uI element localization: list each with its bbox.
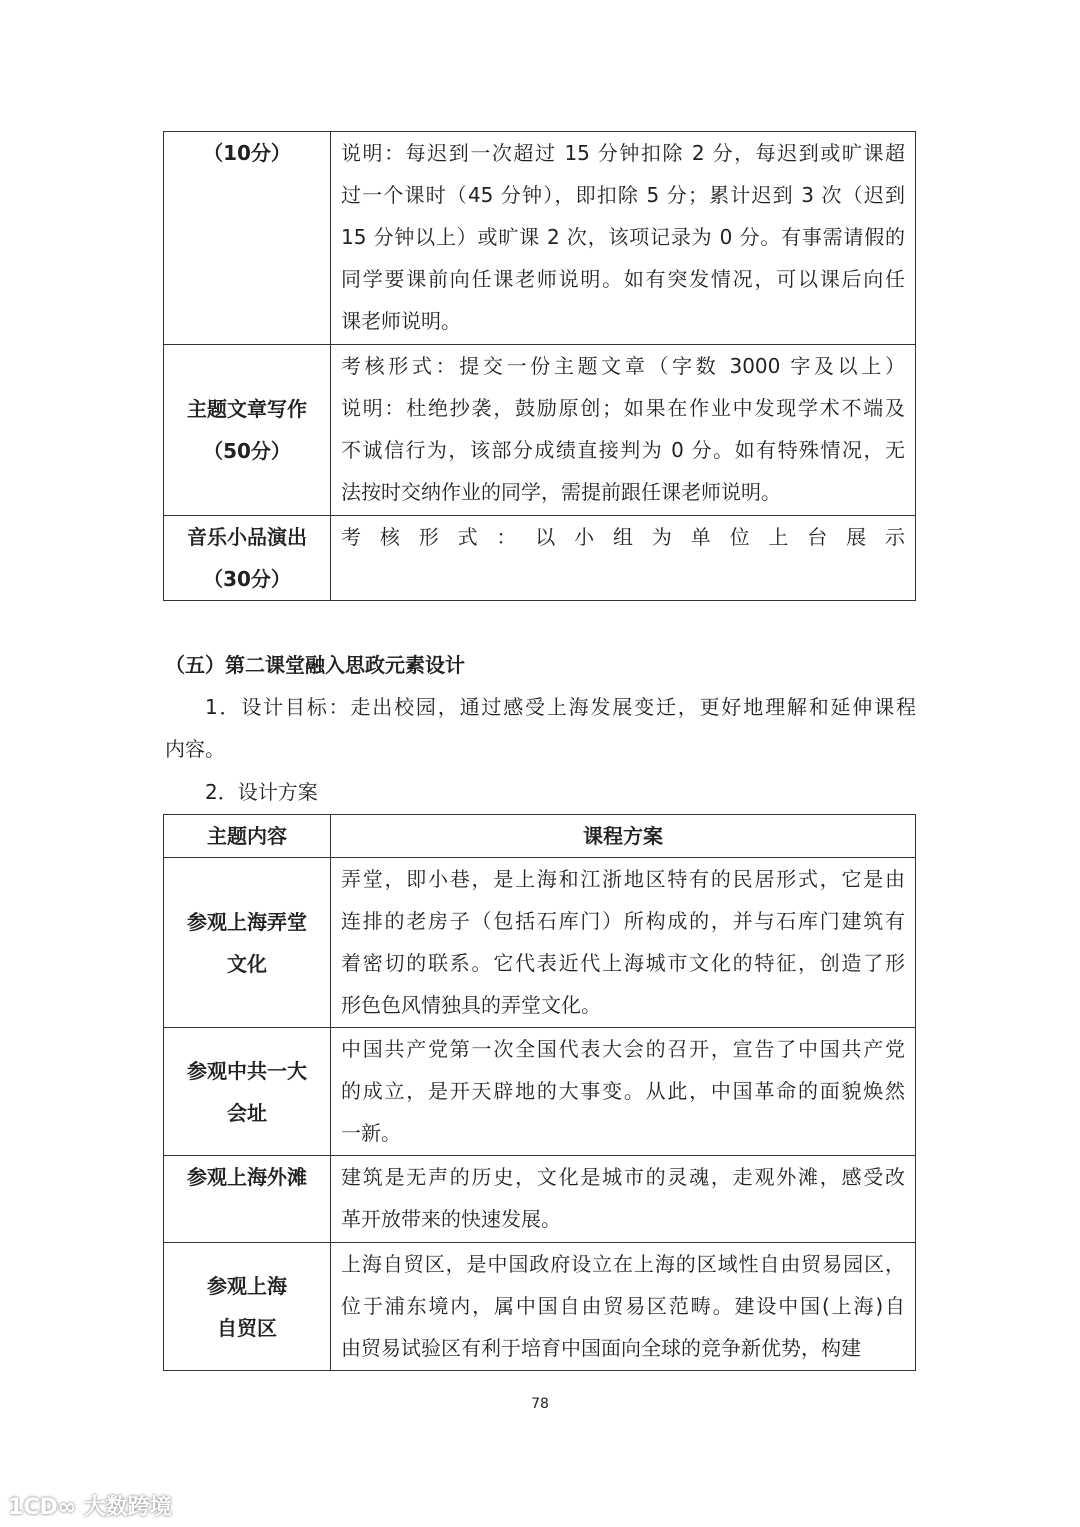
content-line: 法按时交纳作业的同学，需提前跟任课老师说明。 bbox=[341, 480, 781, 504]
label-line: （30分） bbox=[203, 567, 291, 591]
row-label bbox=[164, 1156, 331, 1243]
table-row bbox=[164, 858, 916, 1028]
content-line: 的成立，是开天辟地的大事变。从此，中国革命的面貌焕然 bbox=[341, 1079, 905, 1103]
row-content bbox=[331, 132, 916, 345]
label-line: （50分） bbox=[203, 439, 291, 463]
content-line: 革开放带来的快速发展。 bbox=[341, 1207, 561, 1231]
label-line: 音乐小品演出 bbox=[187, 525, 307, 549]
row-content bbox=[331, 1028, 916, 1156]
label-line: 参观上海 bbox=[207, 1273, 287, 1298]
table-row bbox=[164, 516, 916, 601]
label-line: 参观中共一大 bbox=[187, 1058, 307, 1083]
table-row bbox=[164, 1156, 916, 1243]
content-line: 连排的老房子（包括石库门）所构成的，并与石库门建筑有 bbox=[341, 909, 905, 933]
design-goal-cont: 内容。 bbox=[165, 737, 225, 761]
content-line: 位于浦东境内，属中国自由贸易区范畴。建设中国(上海)自 bbox=[341, 1294, 905, 1318]
design-plan: 2．设计方案 bbox=[205, 780, 318, 804]
row-content bbox=[331, 516, 916, 601]
content-line: 15 分钟以上）或旷课 2 次，该项记录为 0 分。有事需请假的 bbox=[341, 225, 905, 249]
content-line: 考核形式：以小组为单位上台展示 bbox=[341, 525, 905, 549]
row-label bbox=[164, 858, 331, 1028]
row-label bbox=[164, 1028, 331, 1156]
row-content bbox=[331, 858, 916, 1028]
label-line: 主题文章写作 bbox=[187, 397, 307, 421]
content-line: 由贸易试验区有利于培育中国面向全球的竞争新优势，构建 bbox=[341, 1336, 861, 1360]
label-line: 参观上海弄堂 bbox=[187, 909, 307, 934]
row-content bbox=[331, 1156, 916, 1243]
table-header-row bbox=[164, 815, 916, 858]
content-line: 过一个课时（45 分钟），即扣除 5 分；累计迟到 3 次（迟到 bbox=[341, 183, 905, 207]
content-line: 着密切的联系。它代表近代上海城市文化的特征，创造了形 bbox=[341, 951, 905, 975]
table-row bbox=[164, 1028, 916, 1156]
content-line: 同学要课前向任课老师说明。如有突发情况，可以课后向任 bbox=[341, 267, 905, 291]
row-content bbox=[331, 1243, 916, 1371]
content-line: 形色色风情独具的弄堂文化。 bbox=[341, 993, 601, 1017]
content-line: 课老师说明。 bbox=[341, 309, 461, 333]
table-row bbox=[164, 345, 916, 516]
row-label bbox=[164, 1243, 331, 1371]
content-line: 弄堂，即小巷，是上海和江浙地区特有的民居形式，它是由 bbox=[341, 867, 905, 891]
content-line: 上海自贸区，是中国政府设立在上海的区域性自由贸易园区， bbox=[341, 1252, 905, 1276]
table-row bbox=[164, 1243, 916, 1371]
page-number: 78 bbox=[531, 1396, 549, 1412]
design-goal: 1．设计目标：走出校园，通过感受上海发展变迁，更好地理解和延伸课程 bbox=[205, 695, 916, 719]
activity-plan-table bbox=[163, 814, 916, 1371]
content-line: 考核形式：提交一份主题文章（字数 3000 字及以上） bbox=[341, 354, 905, 378]
watermark-logo: 1CD∞ 大数跨境 bbox=[8, 1495, 172, 1520]
label-line: （10分） bbox=[203, 141, 291, 165]
row-label bbox=[164, 345, 331, 516]
section-heading: （五）第二课堂融入思政元素设计 bbox=[165, 653, 465, 677]
content-line: 建筑是无声的历史，文化是城市的灵魂，走观外滩，感受改 bbox=[341, 1165, 905, 1189]
label-line: 文化 bbox=[227, 951, 267, 976]
assessment-table bbox=[163, 131, 916, 601]
content-line: 不诚信行为，该部分成绩直接判为 0 分。如有特殊情况，无 bbox=[341, 438, 905, 462]
row-content bbox=[331, 345, 916, 516]
content-line: 说明：每迟到一次超过 15 分钟扣除 2 分，每迟到或旷课超 bbox=[341, 141, 905, 165]
row-label bbox=[164, 132, 331, 345]
content-line bbox=[341, 558, 905, 600]
table-row bbox=[164, 132, 916, 345]
content-line: 中国共产党第一次全国代表大会的召开，宣告了中国共产党 bbox=[341, 1037, 905, 1061]
header-plan: 课程方案 bbox=[331, 815, 916, 858]
label-line: 自贸区 bbox=[217, 1315, 277, 1340]
content-line: 说明：杜绝抄袭，鼓励原创；如果在作业中发现学术不端及 bbox=[341, 396, 905, 420]
row-label bbox=[164, 516, 331, 601]
header-topic: 主题内容 bbox=[164, 815, 331, 858]
label-line: 参观上海外滩 bbox=[187, 1165, 307, 1189]
content-line: 一新。 bbox=[341, 1121, 401, 1145]
label-line: 会址 bbox=[227, 1100, 267, 1125]
